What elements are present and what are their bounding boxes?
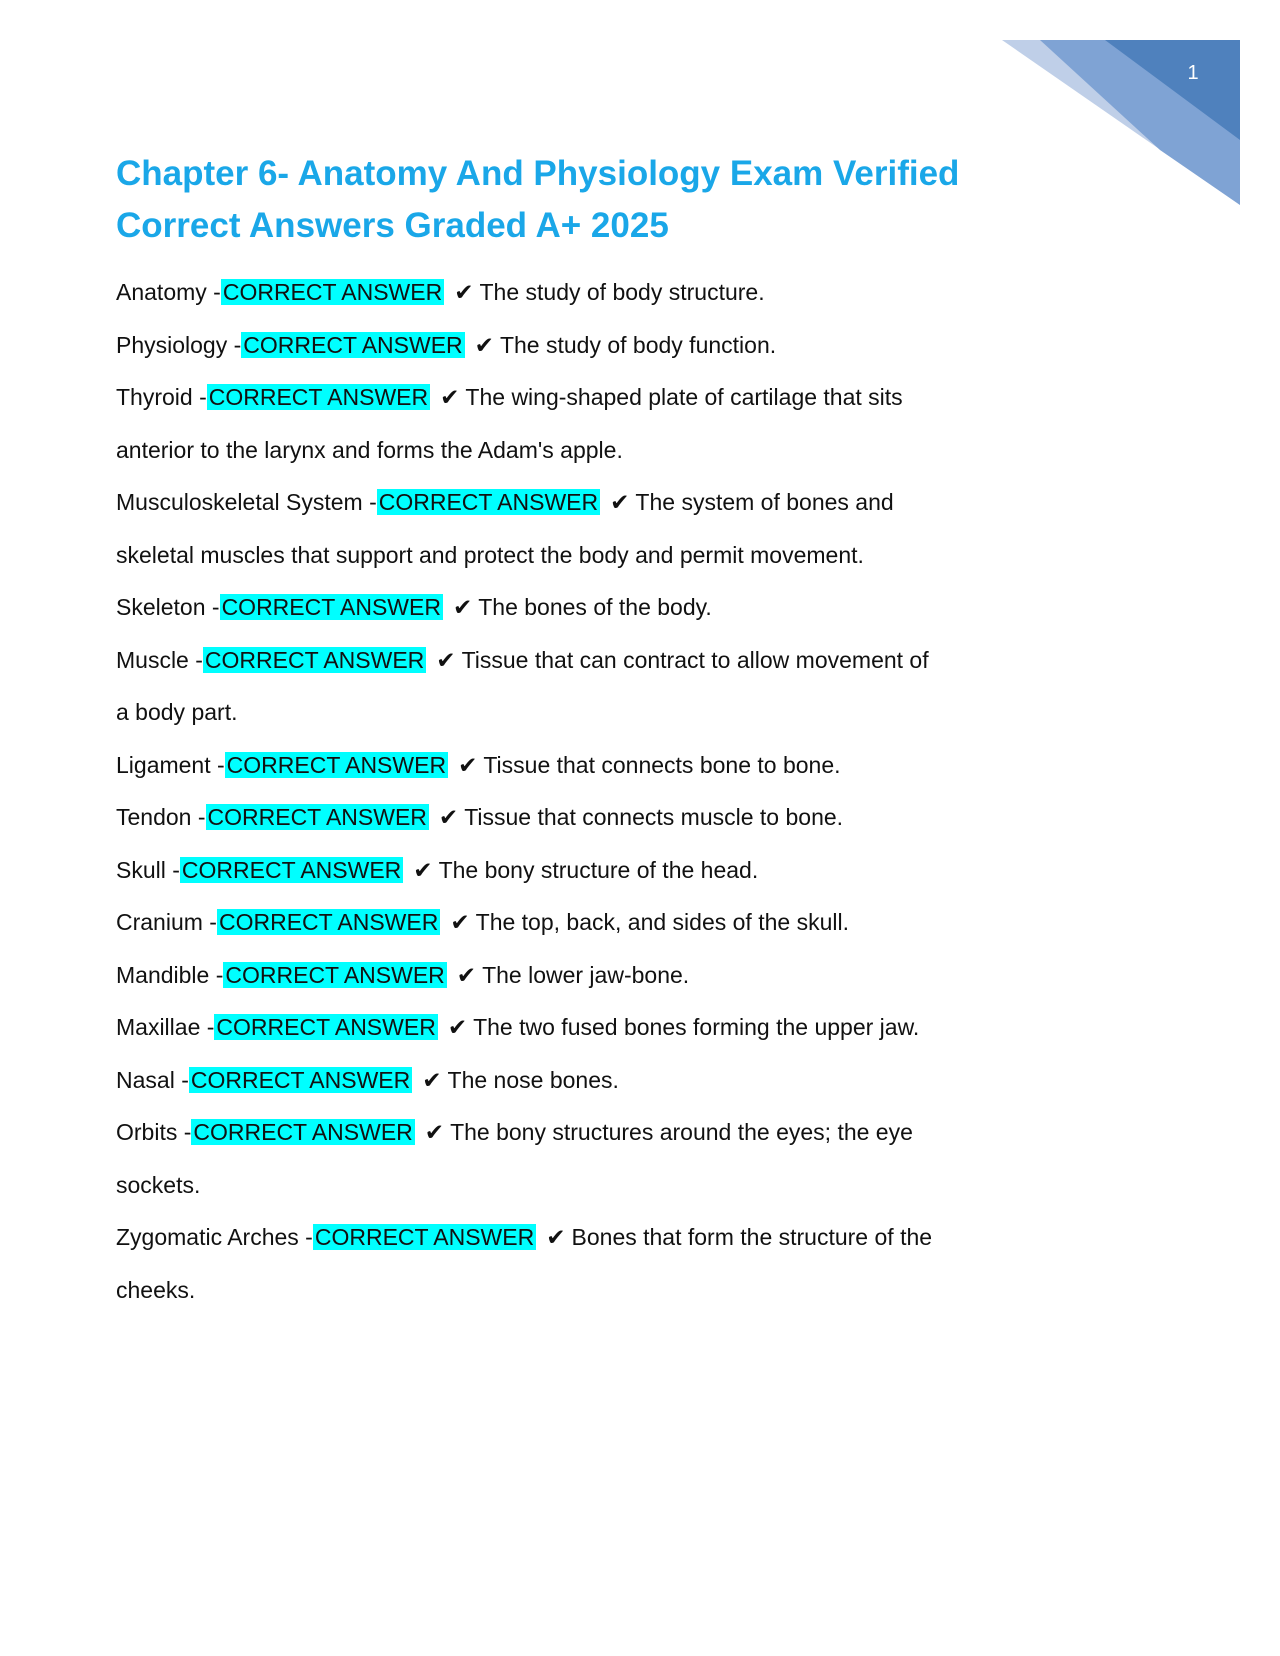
qa-entry	[116, 634, 946, 739]
entry-term: Maxillae -	[116, 1014, 215, 1040]
entry-term: Anatomy -	[116, 279, 221, 305]
correct-answer-highlight: CORRECT ANSWER	[314, 1224, 535, 1250]
correct-answer-highlight: CORRECT ANSWER	[225, 961, 445, 988]
check-icon: ✔	[438, 804, 459, 830]
check-icon: ✔	[546, 1224, 566, 1250]
entry-definition: The bony structures around the eyes; the eye sockets.	[116, 1119, 913, 1198]
entry-term: Orbits -	[116, 1119, 192, 1145]
page-title: Chapter 6- Anatomy And Physiology Exam Verified Correct Answers Graded A+ 2025	[116, 154, 960, 245]
entry-definition: The lower jaw-bone.	[482, 961, 690, 988]
entry-definition: The bony structure of the head.	[438, 856, 759, 883]
entry-term: Muscle -	[116, 646, 203, 673]
correct-answer-highlight: CORRECT ANSWER	[243, 331, 463, 358]
qa-entry	[116, 476, 946, 581]
entry-definition: Tissue that can contract to allow movement of a body part.	[116, 646, 929, 725]
correct-answer-highlight: CORRECT ANSWER	[204, 646, 425, 673]
entry-definition: The study of body structure.	[479, 279, 765, 305]
correct-answer-highlight: CORRECT ANSWER	[222, 279, 443, 305]
qa-entry	[116, 739, 946, 792]
correct-answer-highlight: CORRECT ANSWER	[207, 804, 427, 830]
entry-term: Mandible -	[116, 961, 224, 988]
entry-definition: The wing-shaped plate of cartilage that sits anterior to the larynx and forms the Adam's apple.	[116, 384, 903, 463]
entry-term: Cranium -	[116, 909, 217, 935]
qa-entry	[116, 371, 946, 476]
qa-entry	[116, 1054, 946, 1107]
check-icon: ✔	[458, 751, 478, 778]
check-icon: ✔	[610, 489, 630, 515]
correct-answer-highlight: CORRECT ANSWER	[216, 1014, 436, 1040]
entry-definition: Tissue that connects muscle to bone.	[464, 804, 844, 830]
check-icon: ✔	[454, 279, 474, 305]
correct-answer-highlight: CORRECT ANSWER	[218, 909, 439, 935]
qa-entry	[116, 1106, 946, 1211]
entry-term: Tendon -	[116, 804, 206, 830]
check-icon: ✔	[413, 856, 433, 883]
entry-term: Thyroid -	[116, 384, 207, 410]
qa-entry	[116, 319, 946, 372]
check-icon: ✔	[456, 961, 477, 988]
correct-answer-highlight: CORRECT ANSWER	[378, 489, 599, 515]
entry-definition: The two fused bones forming the upper jaw.	[473, 1014, 920, 1040]
qa-entry	[116, 949, 946, 1002]
entry-definition: The study of body function.	[499, 331, 777, 358]
correct-answer-highlight: CORRECT ANSWER	[221, 594, 441, 620]
entry-term: Physiology -	[116, 331, 242, 358]
check-icon: ✔	[436, 646, 456, 673]
check-icon: ✔	[452, 594, 473, 620]
correct-answer-highlight: CORRECT ANSWER	[181, 856, 402, 883]
entry-term: Skeleton -	[116, 594, 220, 620]
qa-entry	[116, 1001, 946, 1054]
entry-definition: The bones of the body.	[478, 594, 712, 620]
entry-definition: Bones that form the structure of the cheeks.	[116, 1224, 933, 1303]
entry-definition: The nose bones.	[447, 1066, 619, 1093]
entry-term: Ligament -	[116, 751, 225, 778]
entry-term: Nasal -	[116, 1066, 189, 1093]
correct-answer-highlight: CORRECT ANSWER	[208, 384, 429, 410]
check-icon: ✔	[447, 1014, 468, 1040]
qa-entry	[116, 266, 946, 319]
page-number: 1	[1187, 62, 1199, 84]
correct-answer-highlight: CORRECT ANSWER	[193, 1119, 413, 1145]
qa-entry	[116, 896, 946, 949]
check-icon: ✔	[424, 1119, 445, 1145]
qa-entry	[116, 791, 946, 844]
qa-entry	[116, 844, 946, 897]
qa-entry	[116, 1211, 946, 1316]
entry-definition: Tissue that connects bone to bone.	[483, 751, 841, 778]
entry-term: Skull -	[116, 856, 180, 883]
entry-term: Zygomatic Arches -	[116, 1224, 313, 1250]
correct-answer-highlight: CORRECT ANSWER	[190, 1066, 411, 1093]
check-icon: ✔	[450, 909, 470, 935]
entry-term: Musculoskeletal System -	[116, 489, 377, 515]
entry-list	[116, 266, 946, 1316]
check-icon: ✔	[422, 1066, 442, 1093]
check-icon: ✔	[474, 331, 494, 358]
entry-definition: The top, back, and sides of the skull.	[475, 909, 849, 935]
entry-definition: The system of bones and skeletal muscles that support and protect the body and permit movement.	[116, 489, 894, 568]
check-icon: ✔	[440, 384, 460, 410]
correct-answer-highlight: CORRECT ANSWER	[226, 751, 447, 778]
qa-entry	[116, 581, 946, 634]
